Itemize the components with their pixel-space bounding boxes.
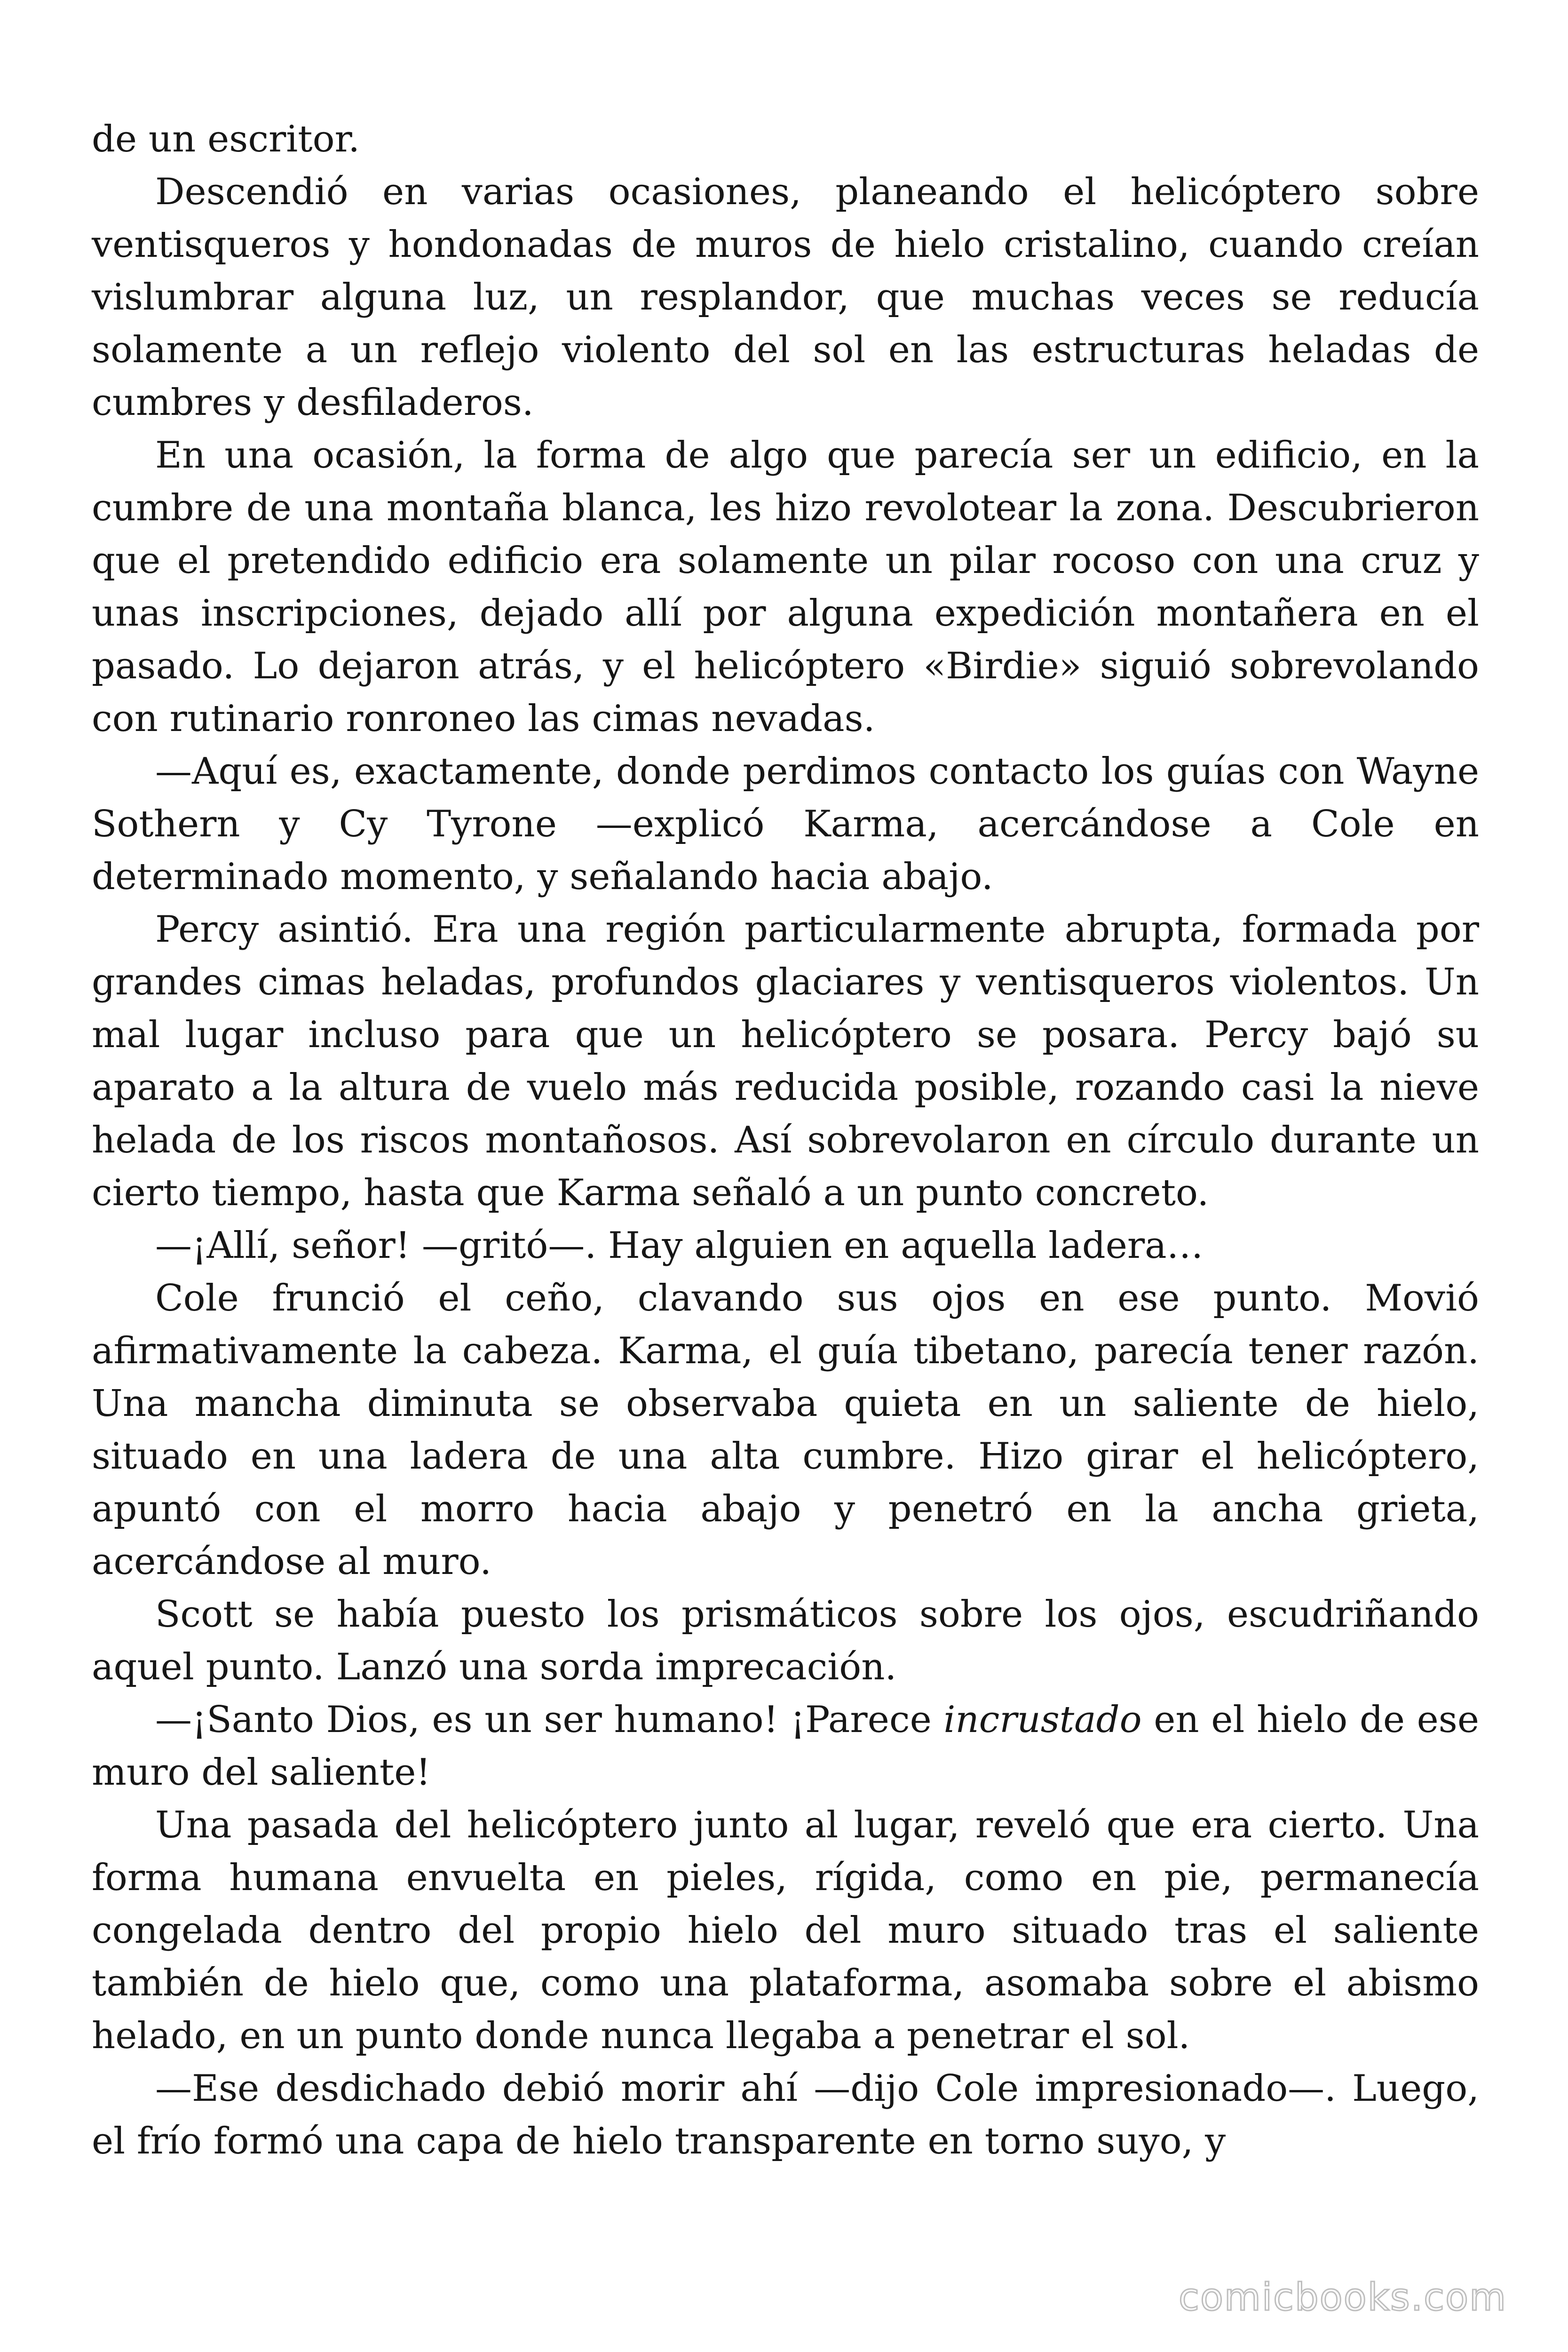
paragraph-5: Percy asintió. Era una región particularmente abrupta, formada por grandes cimas heladas, profundos glaciares y ventisqueros violentos. Un mal lugar incluso para que un helicóptero se posara. Percy bajó su aparato a la altura de vuelo más reducida posible, rozando casi la nieve helada de los riscos montañosos. Así sobrevolaron en círculo durante un cierto tiempo, hasta que Karma señaló a un punto concreto. <box>92 908 1479 1214</box>
watermark: comicbooks.com <box>1178 2275 1507 2319</box>
paragraph-7: Cole frunció el ceño, clavando sus ojos en ese punto. Movió afirmativamente la cabeza. Karma, el guía tibetano, parecía tener razón. Una mancha diminuta se observaba quieta en un saliente de hielo, situado en una ladera de una alta cumbre. Hizo girar el helicóptero, apuntó con el morro hacia abajo y penetró en la ancha grieta, acercándose al muro. <box>92 1277 1479 1583</box>
paragraph-4: —Aquí es, exactamente, donde perdimos contacto los guías con Wayne Sothern y Cy Tyrone —explicó Karma, acercándose a Cole en determinado momento, y señalando hacia abajo. <box>92 750 1479 898</box>
paragraph-9-before: —¡Santo Dios, es un ser humano! ¡Parece <box>155 1699 944 1741</box>
paragraph-9 <box>92 1693 1479 1799</box>
paragraph-2: Descendió en varias ocasiones, planeando el helicóptero sobre ventisqueros y hondonadas de muros de hielo cristalino, cuando creían vislumbrar alguna luz, un resplandor, que muchas veces se reducía solamente a un reflejo violento del sol en las estructuras heladas de cumbres y desfiladeros. <box>92 171 1479 424</box>
paragraph-9-after: en el hielo de ese muro del saliente! <box>92 1699 1479 1794</box>
paragraph-6: —¡Allí, señor! —gritó—. Hay alguien en aquella ladera… <box>155 1224 1204 1267</box>
paragraph-10: Una pasada del helicóptero junto al lugar, reveló que era cierto. Una forma humana envuelta en pieles, rígida, como en pie, permanecía congelada dentro del propio hielo del muro situado tras el saliente también de hielo que, como una plataforma, asomaba sobre el abismo helado, en un punto donde nunca llegaba a penetrar el sol. <box>92 1804 1479 2057</box>
paragraph-3: En una ocasión, la forma de algo que parecía ser un edificio, en la cumbre de una montaña blanca, les hizo revolotear la zona. Descubrieron que el pretendido edificio era solamente un pilar rocoso con una cruz y unas inscripciones, dejado allí por alguna expedición montañera en el pasado. Lo dejaron atrás, y el helicóptero «Birdie» siguió sobrevolando con rutinario ronroneo las cimas nevadas. <box>92 434 1479 740</box>
paragraph-1: de un escritor. <box>92 118 360 160</box>
paragraph-11: —Ese desdichado debió morir ahí —dijo Cole impresionado—. Luego, el frío formó una capa de hielo transparente en torno suyo, y <box>92 2067 1479 2162</box>
paragraph-9-emphasis: incrustado <box>943 1699 1142 1741</box>
paragraph-8: Scott se había puesto los prismáticos sobre los ojos, escudriñando aquel punto. Lanzó una sorda imprecación. <box>92 1593 1479 1688</box>
book-page <box>92 113 1479 2168</box>
